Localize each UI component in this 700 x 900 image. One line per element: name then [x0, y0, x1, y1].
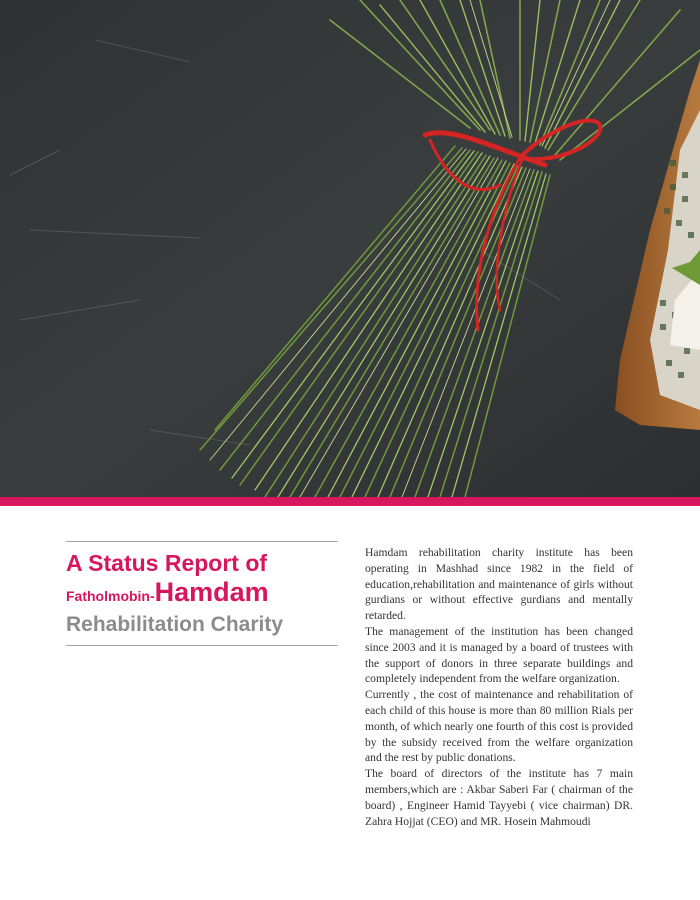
- title-line-2-big: Hamdam: [154, 577, 269, 607]
- accent-divider-bar: [0, 497, 700, 506]
- title-line-1: A Status Report of: [66, 550, 268, 576]
- title-top-rule: [66, 541, 338, 542]
- title-bottom-rule: [66, 645, 338, 646]
- title-line-2-small: Fatholmobin-: [66, 588, 155, 604]
- title-block: [66, 541, 338, 646]
- paragraph-4: The board of directors of the institute has 7 main members,which are : Akbar Saberi Far ( chairman of the board) , Engineer Hamid Tayyebi ( vice chairman) DR. Zahra Hojjat (CEO) and MR. Hosein Mahmoudi: [365, 767, 633, 828]
- body-text-column: [365, 545, 633, 829]
- paragraph-1: Hamdam rehabilitation charity institute has been operating in Mashhad since 1982 in the field of education,rehabilitation and maintenance of girls without gurdians or without effective gurdians and mentally retarded.: [365, 546, 633, 623]
- paragraph-2: The management of the institution has been changed since 2003 and it is managed by a board of trustees with the support of donors in three separate buildings and completely independent from the welfare organization.: [365, 624, 633, 686]
- title-line-3: Rehabilitation Charity: [66, 613, 284, 636]
- title-line-2: [66, 577, 338, 612]
- paragraph-3: Currently , the cost of maintenance and rehabilitation of each child of this house is more than 80 million Rials per month, of which nearly one fourth of this cost is provided by the subsidy received from the welfare organization and the rest by public donations.: [365, 688, 633, 765]
